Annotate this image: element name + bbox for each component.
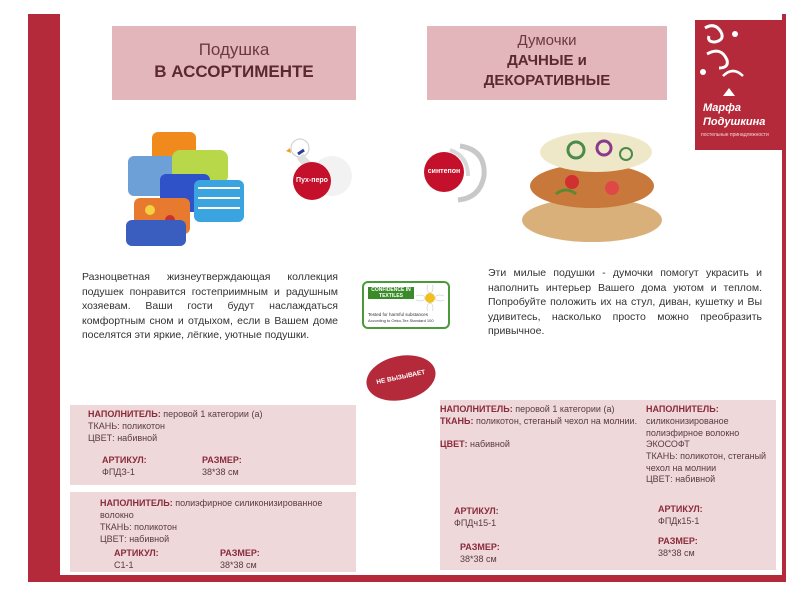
- brand-tagline: постельные принадлежности: [701, 132, 769, 138]
- filler-label: НАПОЛНИТЕЛЬ:: [88, 409, 161, 419]
- filler-value: перовой 1 категории (а): [515, 404, 615, 414]
- spec-box-decorative: [440, 400, 776, 570]
- size-label: РАЗМЕР:: [202, 455, 242, 465]
- right-header-line1: Думочки: [517, 32, 577, 49]
- filler-value: перовой 1 категории (а): [163, 409, 263, 419]
- brand-logo: [695, 20, 785, 150]
- fabric-label: ТКАНЬ:: [440, 416, 474, 426]
- color-label: ЦВЕТ:: [88, 433, 115, 443]
- size-label: РАЗМЕР:: [460, 542, 500, 552]
- color-value: набивной: [117, 433, 158, 443]
- color-label: ЦВЕТ:: [100, 534, 127, 544]
- filler-label-b: НАПОЛНИТЕЛЬ:: [646, 404, 719, 414]
- article-value: С1-1: [114, 560, 134, 570]
- oeko-tex-certificate: [362, 281, 450, 329]
- size-value: 38*38 см: [460, 554, 497, 564]
- article-value: ФПДЗ-1: [102, 467, 135, 477]
- frame-bottom-bar: [28, 575, 786, 582]
- fabric-value: поликотон: [122, 421, 165, 431]
- right-header-line3: ДЕКОРАТИВНЫЕ: [483, 72, 611, 89]
- fabric-label: ТКАНЬ:: [88, 421, 120, 431]
- pillows-assortment-image: [120, 128, 248, 250]
- left-header: [112, 26, 356, 100]
- hypoallergenic-badge: НЕ ВЫЗЫВАЕТ АЛЛЕРГИИ: [362, 349, 440, 407]
- spec-box-feather: [70, 405, 356, 485]
- fabric-value: поликотон, стеганый чехол на молнии.: [475, 416, 638, 426]
- article-value: ФПДч15-1: [454, 518, 497, 528]
- article-value-b: ФПДк15-1: [658, 516, 700, 526]
- color-value: набивной: [129, 534, 170, 544]
- color-label: ЦВЕТ:: [440, 439, 468, 449]
- synthetic-badge: синтепон: [424, 152, 464, 192]
- right-header: [427, 26, 667, 100]
- color-label-b: ЦВЕТ:: [646, 474, 673, 484]
- filler-label: НАПОЛНИТЕЛЬ:: [100, 498, 173, 508]
- decorative-pillows-image: [516, 124, 666, 246]
- right-description: Эти милые подушки - думочки помогут украсить и наполнить интерьер Вашего дома уютом и теплом. Попробуйте положить их на стул, диван, кушетку и Вы удивитесь, насколько просто можно преобразить привычное.: [488, 267, 762, 337]
- fabric-value: поликотон: [134, 522, 177, 532]
- filler-label: НАПОЛНИТЕЛЬ:: [440, 404, 513, 414]
- size-label: РАЗМЕР:: [220, 548, 260, 558]
- size-value: 38*38 см: [202, 467, 239, 477]
- filler-value-b: силиконизированое полиэфирное волокно ЭКОСОФТ: [646, 416, 740, 449]
- fabric-value-b: поликотон, стеганый чехол на молнии: [646, 451, 767, 473]
- article-label: АРТИКУЛ:: [114, 548, 159, 558]
- brand-name-1: Марфа: [703, 102, 741, 114]
- article-label: АРТИКУЛ:: [102, 455, 147, 465]
- filler-value: полиэфирное силиконизированное волокно: [100, 498, 323, 520]
- spec-box-synthetic: [70, 492, 356, 572]
- brand-name-2: Подушкина: [703, 116, 766, 128]
- article-label: АРТИКУЛ:: [454, 506, 499, 516]
- article-label-b: АРТИКУЛ:: [658, 504, 703, 514]
- oeko-title: CONFIDENCE IN TEXTILES: [368, 287, 414, 299]
- ornament-icon: [695, 20, 785, 100]
- color-value: набивной: [469, 439, 510, 449]
- down-feather-badge: Пух-перо: [293, 162, 331, 200]
- size-value: 38*38 см: [220, 560, 257, 570]
- color-value-b: набивной: [675, 474, 716, 484]
- right-header-line2: ДАЧНЫЕ и: [507, 52, 587, 69]
- left-header-line2: В АССОРТИМЕНТЕ: [154, 62, 314, 81]
- size-value-b: 38*38 см: [658, 548, 695, 558]
- left-description: Разноцветная жизнеутверждающая коллекция подушек понравится гостеприимным и радушным хозяевам. Ваши гости будут наслаждаться комфортным сном и отдыхом, если в Вашем доме поселятся эти яркие, лёгкие, уютные подушки.: [82, 271, 338, 341]
- fabric-label: ТКАНЬ:: [100, 522, 132, 532]
- oeko-sub2: According to Oeko-Tex Standard 100: [368, 318, 434, 323]
- flower-icon: [416, 285, 444, 311]
- fabric-label-b: ТКАНЬ:: [646, 451, 678, 461]
- left-header-line1: Подушка: [198, 40, 270, 59]
- size-label-b: РАЗМЕР:: [658, 536, 698, 546]
- oeko-sub1: Tested for harmful substances: [368, 312, 429, 317]
